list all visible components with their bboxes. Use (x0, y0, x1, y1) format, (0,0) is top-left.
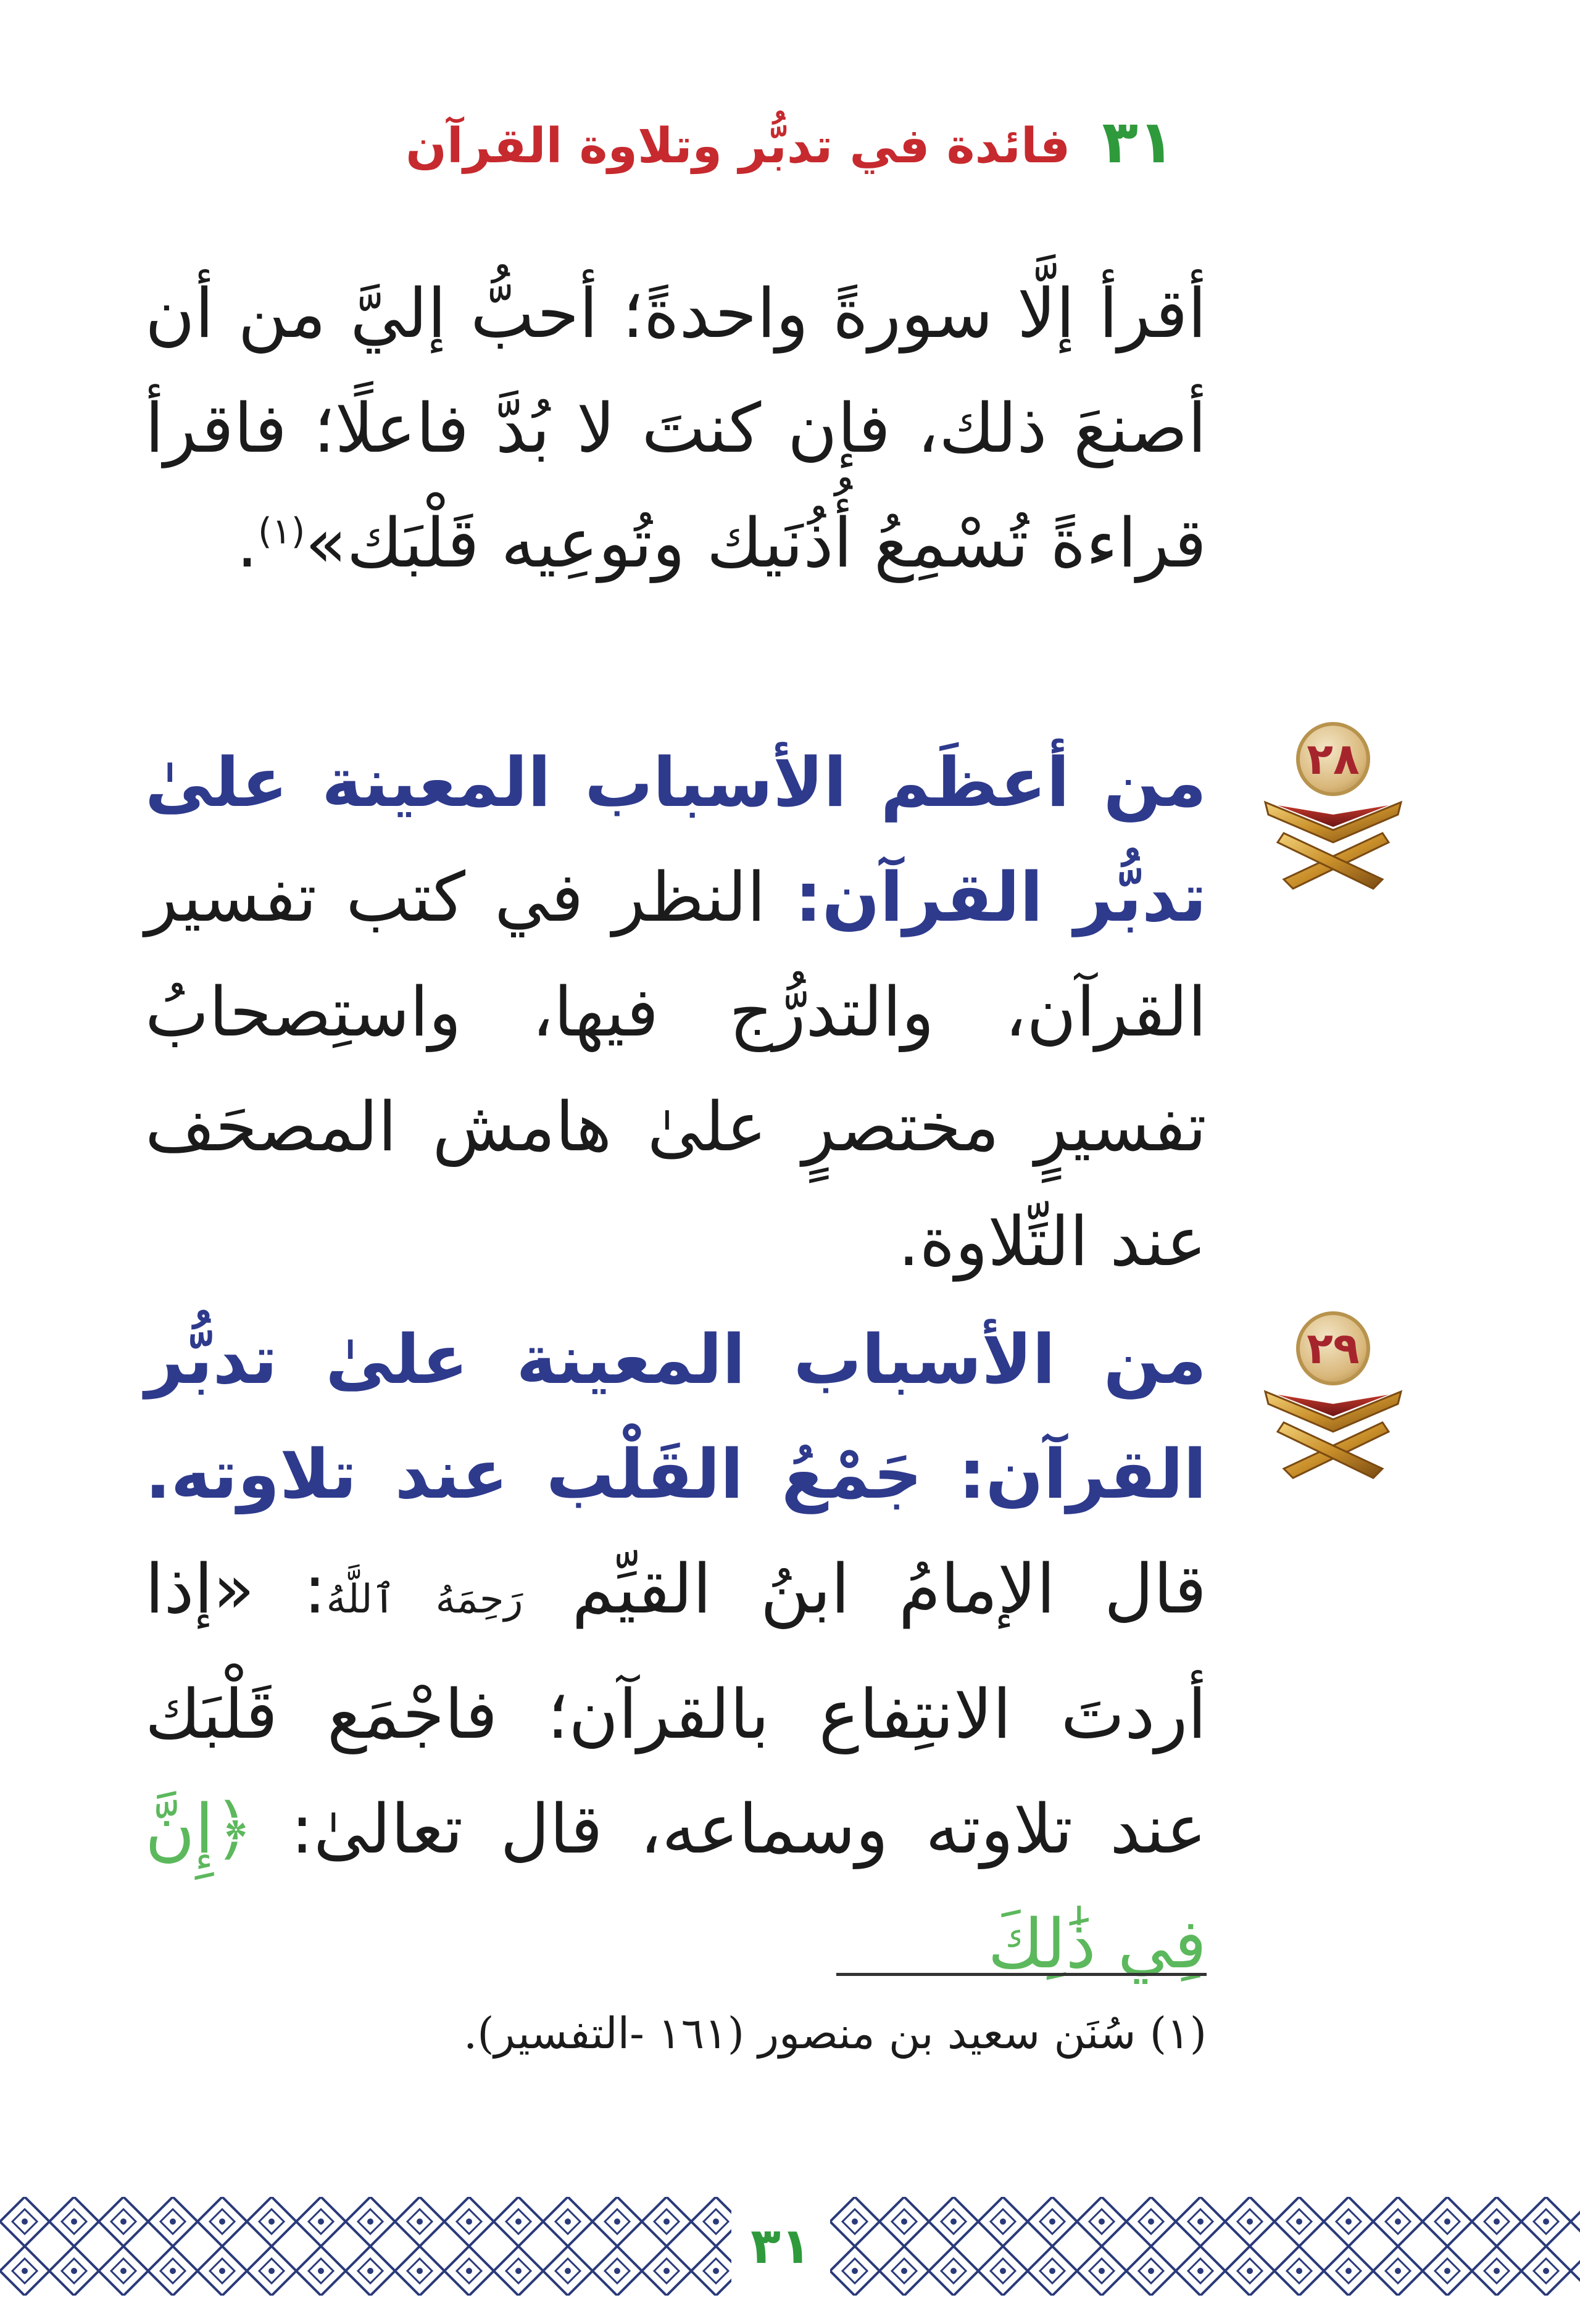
footnote: (١) سُنَن سعيد بن منصور (١٦١ -التفسير). (464, 2008, 1207, 2059)
item-28 (145, 725, 1207, 1299)
item-29-body-2: : «إذا أردتَ الانتِفاع بالقرآن؛ فاجْمَع قَلْبَك عند تلاوته وسماعه، قال تعالىٰ: (145, 1550, 1207, 1869)
item-28-heading: من أعظَم الأسباب المعينة علىٰ تدبُّر القرآن: (145, 743, 1207, 937)
item-28-body: النظر في كتب تفسير القرآن، والتدرُّج فيها، واستِصحابُ تفسيرٍ مختصرٍ علىٰ هامش المصحَف عند التِّلاوة. (145, 858, 1207, 1281)
paragraph-1-end: . (236, 504, 258, 583)
page-number: ٣١ (750, 2217, 811, 2275)
item-29 (145, 1302, 1207, 2001)
footnote-divider (836, 1973, 1207, 1976)
item-29-heading: من الأسباب المعينة علىٰ تدبُّر القرآن: (145, 1320, 1207, 1514)
geometric-border-left (0, 2197, 731, 2296)
item-29-heading-2: جَمْعُ القَلْب عند تلاوته. (145, 1435, 923, 1514)
running-head-number: ٣١ (1102, 107, 1175, 176)
badge-number: ٢٨ (1296, 722, 1370, 796)
running-head (0, 99, 1580, 185)
item-29-body-1: قال الإمامُ ابنُ القيِّم (572, 1550, 1207, 1629)
quran-stand-badge-icon (1241, 722, 1426, 907)
quran-stand-badge-icon (1241, 1311, 1426, 1496)
running-head-title: فائدة في تدبُّر وتلاوة القرآن (405, 118, 1071, 174)
item-29-honorific: رَحِمَهُ ٱللَّهُ (326, 1577, 523, 1622)
item-29-verse: ﴿إِنَّ فِي ذَٰلِكَ (145, 1790, 1207, 1983)
paragraph-1-text: أقرأ إلَّا سورةً واحدةً؛ أحبُّ إليَّ من أن أصنعَ ذلك، فإن كنتَ لا بُدَّ فاعلًا؛ فاقرأ قراءةً تُسْمِعُ أُذُنَيك وتُوعِيه قَلْبَك» (145, 274, 1207, 583)
geometric-border-right (830, 2197, 1580, 2296)
badge-number: ٢٩ (1296, 1311, 1370, 1385)
footnote-ref[interactable]: (١) (258, 510, 306, 552)
paragraph-continuation (145, 256, 1207, 600)
